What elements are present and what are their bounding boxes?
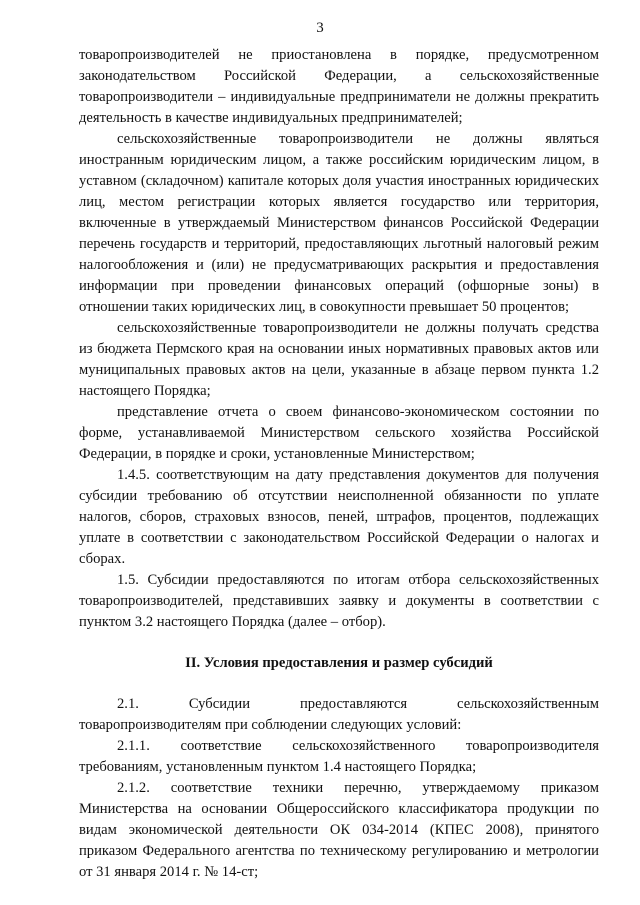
paragraph: сельскохозяйственные товаропроизводители не должны получать средства из бюджета Пермского края на основании иных нормативных правовых актов или муниципальных правовых актов на цели, указанные в абзаце первом пункта 1.2 настоящего Порядка; <box>79 320 599 399</box>
section-title: II. Условия предоставления и размер субсидий <box>185 655 493 671</box>
paragraph: 1.4.5. соответствующим на дату представления документов для получения субсидии требованию об отсутствии неисполненной обязанности по уплате налогов, сборов, страховых взносов, пеней, штрафов, процентов, подлежащих уплате в соответствии с законодательством Российской Федерации о налогах и сборах. <box>79 467 599 567</box>
paragraph: 2.1.1. соответствие сельскохозяйственного товаропроизводителя требованиям, установленным пунктом 1.4 настоящего Порядка; <box>79 738 599 775</box>
paragraph: сельскохозяйственные товаропроизводители не должны являться иностранным юридическим лицом, а также российским юридическим лицом, в уставном (складочном) капитале которых доля участия иностранных юридических лиц, местом регистрации которых является государство или территория, включенные в утверждаемый Министерством финансов Российской Федерации перечень государств и территорий, предоставляющих льготный налоговый режим налогообложения и (или) не предусматривающих раскрытия и предоставления информации при проведении финансовых операций (офшорные зоны) в отношении таких юридических лиц, в совокупности превышает 50 процентов; <box>79 131 599 315</box>
paragraph: 1.5. Субсидии предоставляются по итогам отбора сельскохозяйственных товаропроизводителей, представивших заявку и документы в соответствии с пунктом 3.2 настоящего Порядка (далее – отбор). <box>79 572 599 630</box>
page-number: 3 <box>316 20 324 36</box>
document-body <box>79 45 599 883</box>
paragraph: 2.1. Субсидии предоставляются сельскохозяйственным товаропроизводителям при соблюдении следующих условий: <box>79 696 599 733</box>
paragraph: 2.1.2. соответствие техники перечню, утверждаемому приказом Министерства на основании Общероссийского классификатора продукции по видам экономической деятельности ОК 034-2014 (КПЕС 2008), принятого приказом Федерального агентства по техническому регулированию и метрологии от 31 января 2014 г. № 14-ст; <box>79 780 599 880</box>
paragraph: товаропроизводителей не приостановлена в порядке, предусмотренном законодательством Российской Федерации, а сельскохозяйственные товаропроизводители – индивидуальные предприниматели не должны прекратить деятельность в качестве индивидуальных предпринимателей; <box>79 47 599 126</box>
paragraph: представление отчета о своем финансово-экономическом состоянии по форме, устанавливаемой Министерством сельского хозяйства Российской Федерации, в порядке и сроки, установленные Министерством; <box>79 404 599 462</box>
